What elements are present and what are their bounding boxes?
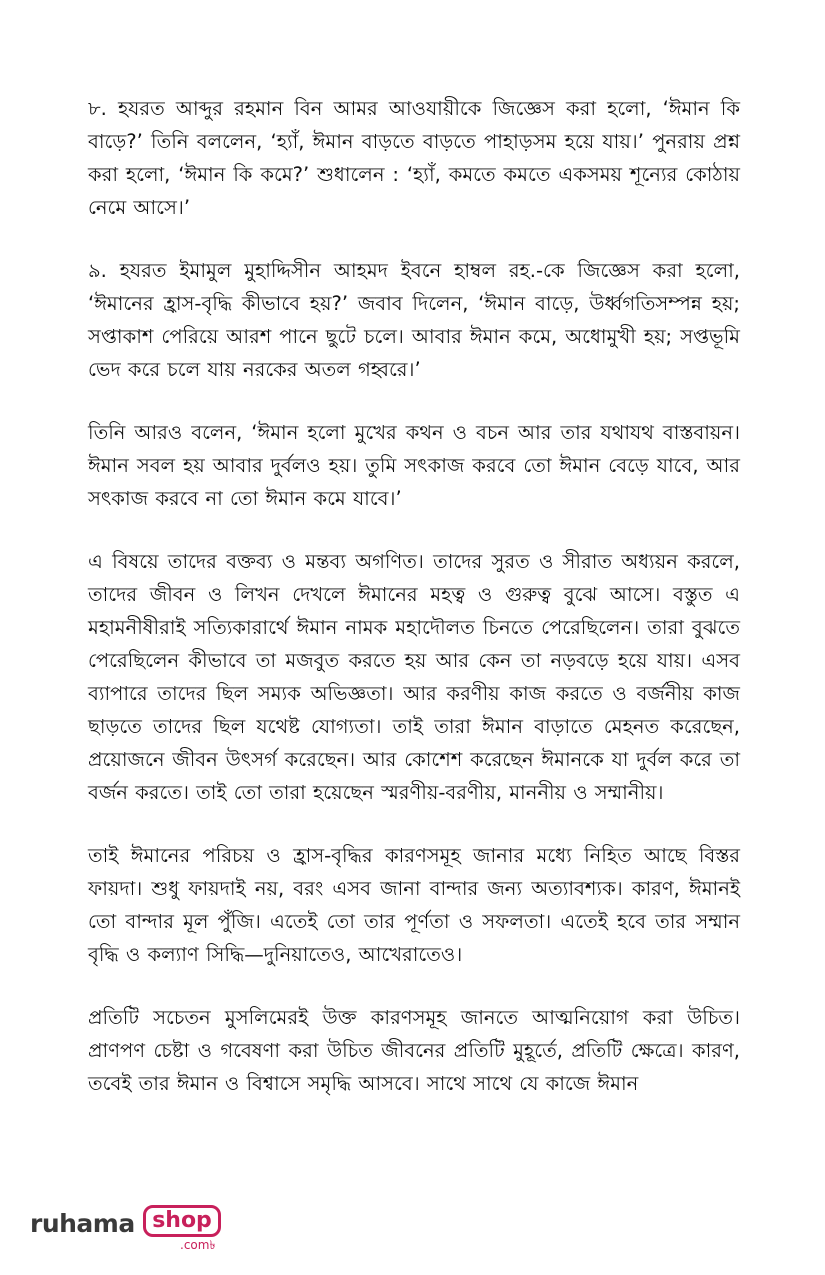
page-body xyxy=(88,92,740,1130)
logo-text-ruhama: ruhama xyxy=(30,1209,135,1238)
logo-text-com: .com৳ xyxy=(180,1238,216,1252)
ruhamashop-logo xyxy=(30,1205,230,1257)
paragraph-hadith-8: ৮. হযরত আব্দুর রহমান বিন আমর আওযায়ীকে জিজ্ঞেস করা হলো, ‘ঈমান কি বাড়ে?’ তিনি বললেন, ‘হ্যাঁ, ঈমান বাড়তে বাড়তে পাহাড়সম হয়ে যায়।’ পুনরায় প্রশ্ন করা হলো, ‘ঈমান কি কমে?’ শুধালেন : ‘হ্যাঁ, কমতে কমতে একসময় শূন্যের কোঠায় নেমে আসে।’ xyxy=(88,97,740,219)
paragraph-commentary: এ বিষয়ে তাদের বক্তব্য ও মন্তব্য অগণিত। তাদের সুরত ও সীরাত অধ্যয়ন করলে, তাদের জীবন ও লিখন দেখলে ঈমানের মহত্ব ও গুরুত্ব বুঝে আসে। বস্তুত এ মহামনীষীরাই সত্যিকারার্থে ঈমান নামক মহাদৌলত চিনতে পেরেছিলেন। তারা বুঝতে পেরেছিলেন কীভাবে তা মজবুত করতে হয় আর কেন তা নড়বড়ে হয়ে যায়। এসব ব্যাপারে তাদের ছিল সম্যক অভিজ্ঞতা। আর করণীয় কাজ করতে ও বর্জনীয় কাজ ছাড়তে তাদের ছিল যথেষ্ট যোগ্যতা। তাই তারা ঈমান বাড়াতে মেহনত করেছেন, প্রয়োজনে জীবন উৎসর্গ করেছেন। আর কোশেশ করেছেন ঈমানকে যা দুর্বল করে তা বর্জন করতে। তাই তো তারা হয়েছেন স্মরণীয়-বরণীয়, মাননীয় ও সম্মানীয়। xyxy=(88,550,740,804)
paragraph-hadith-9: ৯. হযরত ইমামুল মুহাদ্দিসীন আহমদ ইবনে হাম্বল রহ.-কে জিজ্ঞেস করা হলো, ‘ঈমানের হ্রাস-বৃদ্ধি কীভাবে হয়?’ জবাব দিলেন, ‘ঈমান বাড়ে, উর্ধ্বগতিসম্পন্ন হয়; সপ্তাকাশ পেরিয়ে আরশ পানে ছুটে চলে। আবার ঈমান কমে, অধোমুখী হয়; সপ্তভূমি ভেদ করে চলে যায় নরকের অতল গহ্বরে।’ xyxy=(88,259,740,381)
paragraph-importance: তাই ঈমানের পরিচয় ও হ্রাস-বৃদ্ধির কারণসমূহ জানার মধ্যে নিহিত আছে বিস্তর ফায়দা। শুধু ফায়দাই নয়, বরং এসব জানা বান্দার জন্য অত্যাবশ্যক। কারণ, ঈমানই তো বান্দার মূল পুঁজি। এতেই তো তার পূর্ণতা ও সফলতা। এতেই হবে তার সম্মান বৃদ্ধি ও কল্যাণ সিদ্ধি—দুনিয়াতেও, আখেরাতেও। xyxy=(88,844,740,966)
logo-text-shop: shop xyxy=(143,1205,221,1237)
paragraph-quote-continuation: তিনি আরও বলেন, ‘ঈমান হলো মুখের কথন ও বচন আর তার যথাযথ বাস্তবায়ন। ঈমান সবল হয় আবার দুর্বলও হয়। তুমি সৎকাজ করবে তো ঈমান বেড়ে যাবে, আর সৎকাজ করবে না তো ঈমান কমে যাবে।’ xyxy=(88,421,740,510)
paragraph-duty: প্রতিটি সচেতন মুসলিমেরই উক্ত কারণসমূহ জানতে আত্মনিয়োগ করা উচিত। প্রাণপণ চেষ্টা ও গবেষণা করা উচিত জীবনের প্রতিটি মুহূর্তে, প্রতিটি ক্ষেত্রে। কারণ, তবেই তার ঈমান ও বিশ্বাসে সমৃদ্ধি আসবে। সাথে সাথে যে কাজে ঈমান xyxy=(88,1006,740,1095)
